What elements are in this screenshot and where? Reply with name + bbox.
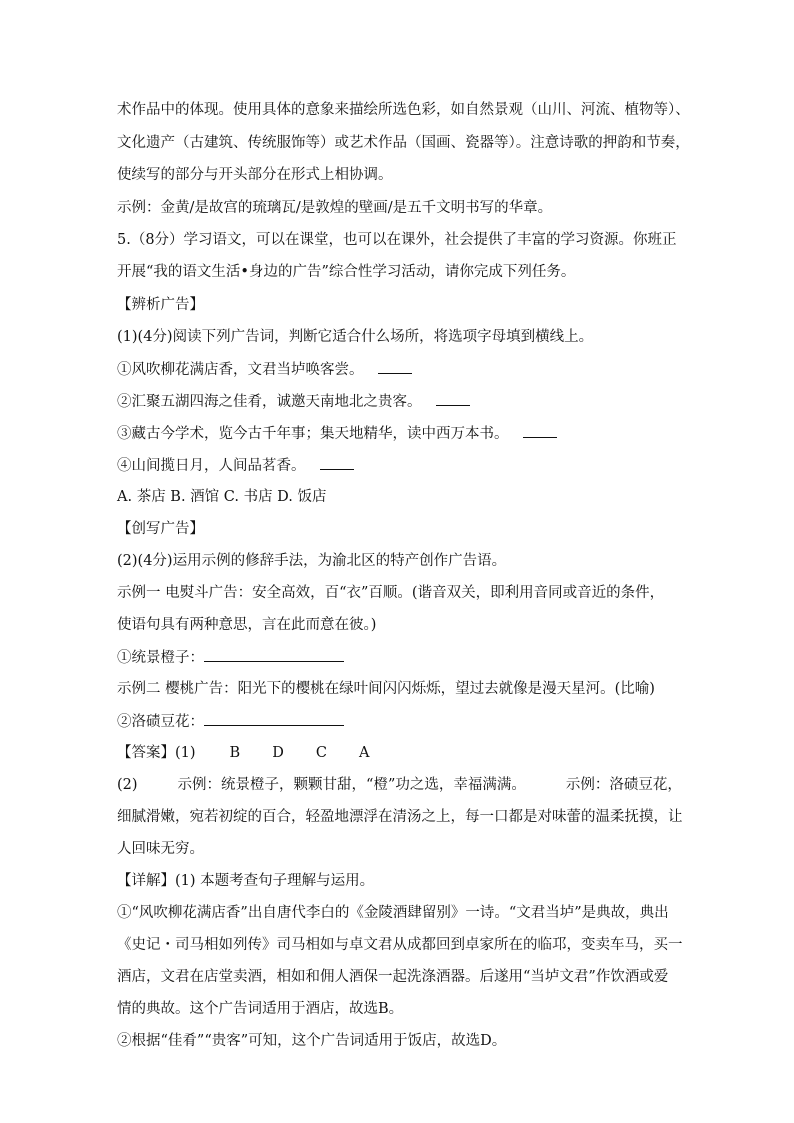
ad-item-4 <box>117 455 354 476</box>
text-line: 开展“我的语文生活•身边的广告”综合性学习活动，请你完成下列任务。 <box>117 264 576 280</box>
question-5-title: 5.（8分）学习语文，可以在课堂，也可以在课外，社会提供了丰富的学习资源。你班正 <box>117 232 677 248</box>
ad-item-text: ③藏古今学术，览今古千年事；集天地精华，读中西万本书。 <box>117 426 509 442</box>
section-heading: 【辨析广告】 <box>117 297 204 313</box>
text-line: 使续写的部分与开头部分在形式上相协调。 <box>117 167 393 183</box>
text-line: 文化遗产（古建筑、传统服饰等）或艺术作品（国画、瓷器等）。注意诗歌的押韵和节奏， <box>117 135 690 151</box>
answer-blank[interactable] <box>436 391 470 406</box>
example-line: 示例：金黄/是故宫的琉璃瓦/是敦煌的壁画/是五千文明书写的华章。 <box>117 200 553 216</box>
example-line: 示例二 樱桃广告：阳光下的樱桃在绿叶间闪闪烁烁，望过去就像是漫天星河。(比喻) <box>117 681 655 697</box>
write-item-1 <box>117 647 344 668</box>
options-line: A. 茶店 B. 酒馆 C. 书店 D. 饭店 <box>117 489 327 505</box>
answer-value: A <box>358 745 370 761</box>
answer-blank[interactable] <box>204 711 344 726</box>
ad-item-text: ①风吹柳花满店香，文君当垆唤客尝。 <box>117 362 364 378</box>
ad-item-text: ②汇聚五湖四海之佳肴，诚邀天南地北之贵客。 <box>117 394 422 410</box>
answer-value: C <box>315 745 327 761</box>
text-line: ②根据“佳肴”“贵客”可知，这个广告词适用于饭店，故选D。 <box>117 1033 507 1049</box>
text-line: 《史记・司马相如列传》司马相如与卓文君从成都回到卓家所在的临邛，变卖车马，买一 <box>117 937 683 953</box>
answer-line <box>117 775 682 795</box>
text-line: 情的典故。这个广告词适用于酒店，故选B。 <box>117 1001 404 1017</box>
example-line: 示例一 电熨斗广告：安全高效，百“衣”百顺。(谐音双关，即利用音同或音近的条件， <box>117 585 665 601</box>
write-item-2 <box>117 711 344 732</box>
ad-item-2 <box>117 391 470 412</box>
answer-value: B <box>229 745 241 761</box>
answer-text: 示例：统景橙子，颗颗甘甜，“橙”功之选，幸福满满。 <box>177 777 526 793</box>
ad-item-1 <box>117 359 412 380</box>
answer-line <box>117 743 369 763</box>
ad-item-text: ④山间揽日月，人间品茗香。 <box>117 458 306 474</box>
text-line: 人回味无穷。 <box>117 841 204 857</box>
answer-value: D <box>272 745 284 761</box>
answer-number: (2) <box>117 777 138 793</box>
explanation-heading: 【详解】(1) 本题考查句子理解与运用。 <box>117 873 375 889</box>
ad-item-3 <box>117 423 557 444</box>
write-item-label: ②洛碛豆花： <box>117 714 204 730</box>
answer-blank[interactable] <box>523 423 557 438</box>
subquestion-1: (1)(4分)阅读下列广告词，判断它适合什么场所，将选项字母填到横线上。 <box>117 329 594 345</box>
answer-label: 【答案】(1) <box>117 745 196 761</box>
answer-blank[interactable] <box>378 359 412 374</box>
answer-blank[interactable] <box>204 647 344 662</box>
text-line: 细腻滑嫩，宛若初绽的百合，轻盈地漂浮在清汤之上，每一口都是对味蕾的温柔抚摸，让 <box>117 809 683 825</box>
text-line: ①“风吹柳花满店香”出自唐代李白的《金陵酒肆留别》一诗。“文君当垆”是典故，典出 <box>117 905 669 921</box>
text-line: 术作品中的体现。使用具体的意象来描绘所选色彩，如自然景观（山川、河流、植物等）、 <box>117 102 690 118</box>
example-line: 使语句具有两种意思，言在此而意在彼。) <box>117 617 377 633</box>
section-heading: 【创写广告】 <box>117 521 204 537</box>
answer-text: 示例：洛碛豆花， <box>565 777 682 793</box>
subquestion-2: (2)(4分)运用示例的修辞手法，为渝北区的特产创作广告语。 <box>117 553 507 569</box>
write-item-label: ①统景橙子： <box>117 650 204 666</box>
text-line: 酒店，文君在店堂卖酒，相如和佣人酒保一起洗涤酒器。后遂用“当垆文君”作饮酒或爱 <box>117 969 669 985</box>
answer-blank[interactable] <box>320 455 354 470</box>
